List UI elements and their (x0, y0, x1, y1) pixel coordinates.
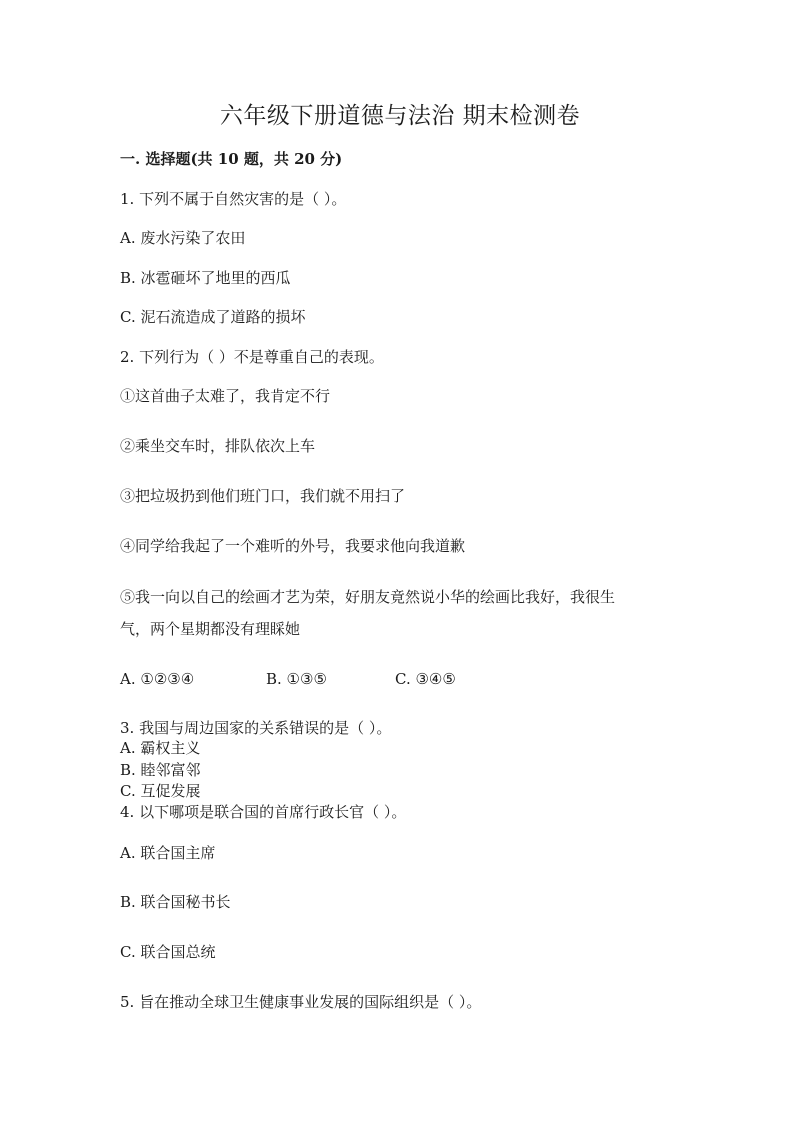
question-3-option-b: B. 睦邻富邻 (120, 761, 201, 779)
question-2-option-c: C. ③④⑤ (395, 670, 456, 688)
section-heading: 一. 选择题(共 10 题，共 20 分) (120, 150, 343, 168)
question-3-stem: 3. 我国与周边国家的关系错误的是（ ）。 (120, 719, 392, 737)
question-4-stem: 4. 以下哪项是联合国的首席行政长官（ ）。 (120, 803, 407, 821)
question-3-option-a: A. 霸权主义 (120, 739, 201, 757)
question-1-option-c: C. 泥石流造成了道路的损坏 (120, 308, 306, 326)
question-2-option-a: A. ①②③④ (120, 670, 195, 688)
question-2-item-1: ①这首曲子太难了，我肯定不行 (120, 387, 331, 405)
question-2-option-b: B. ①③⑤ (266, 670, 327, 688)
question-2-item-4: ④同学给我起了一个难听的外号，我要求他向我道歉 (120, 537, 466, 555)
question-2-item-3: ③把垃圾扔到他们班门口，我们就不用扫了 (120, 487, 406, 505)
question-1-stem: 1. 下列不属于自然灾害的是（ ）。 (120, 190, 347, 208)
question-2-stem: 2. 下列行为（ ）不是尊重自己的表现。 (120, 348, 384, 366)
question-2-item-5-line-1: ⑤我一向以自己的绘画才艺为荣，好朋友竟然说小华的绘画比我好，我很生 (120, 588, 616, 606)
question-2-item-5-line-2: 气，两个星期都没有理睬她 (120, 620, 301, 638)
question-1-option-a: A. 废水污染了农田 (120, 229, 246, 247)
question-4-option-c: C. 联合国总统 (120, 943, 216, 961)
page-title: 六年级下册道德与法治 期末检测卷 (219, 103, 581, 129)
question-4-option-a: A. 联合国主席 (120, 844, 216, 862)
question-1-option-b: B. 冰雹砸坏了地里的西瓜 (120, 269, 291, 287)
question-4-option-b: B. 联合国秘书长 (120, 893, 231, 911)
question-2-item-2: ②乘坐交车时，排队依次上车 (120, 437, 316, 455)
question-3-option-c: C. 互促发展 (120, 782, 201, 800)
question-5-stem: 5. 旨在推动全球卫生健康事业发展的国际组织是（ ）。 (120, 993, 482, 1011)
